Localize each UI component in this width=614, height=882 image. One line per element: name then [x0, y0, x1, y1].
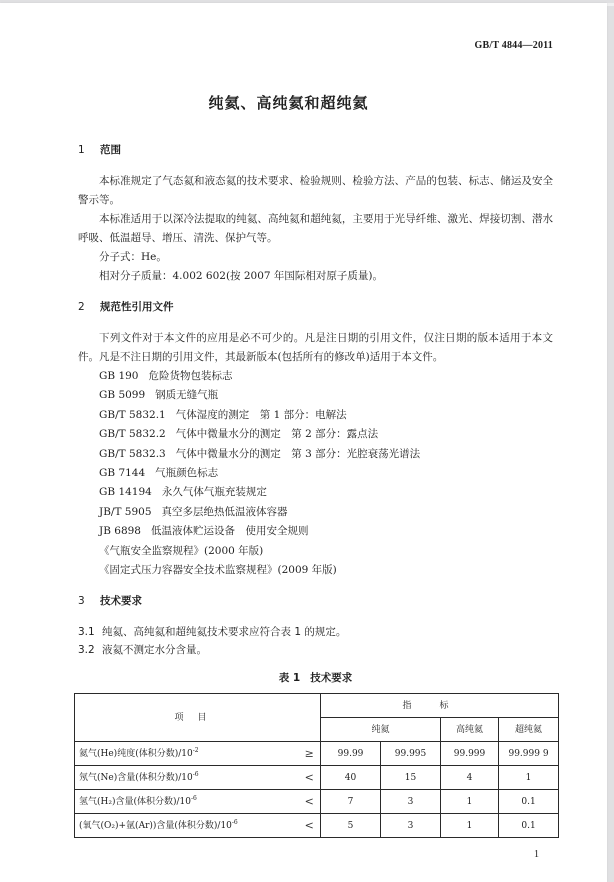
- scope-paragraph-1: 本标准规定了气态氦和液态氦的技术要求、检验规则、检验方法、产品的包装、标志、储运及安全警示等。: [78, 175, 553, 206]
- section-title: 技术要求: [100, 595, 142, 608]
- value-cell: 99.999 9: [499, 742, 559, 766]
- clause-text: 液氦不测定水分含量。: [102, 644, 207, 657]
- exponent: -6: [191, 794, 197, 802]
- reference-title: 《气瓶安全监察规程》(2000 年版): [99, 544, 264, 557]
- clause-3-1: [78, 623, 553, 641]
- reference-code: GB 14194: [99, 486, 152, 499]
- reference-item: [99, 445, 553, 464]
- value-cell: 0.1: [499, 790, 559, 814]
- table-row: [75, 766, 559, 790]
- value-cell: 5: [321, 814, 381, 838]
- value-cell: 1: [441, 814, 499, 838]
- reference-item: [99, 367, 553, 386]
- molecular-formula: 分子式：He。: [99, 251, 167, 263]
- reference-item: [99, 406, 553, 425]
- section-2-heading: [78, 299, 553, 315]
- reference-item: [99, 561, 553, 580]
- section-3-heading: [78, 593, 553, 609]
- reference-title: 气瓶颜色标志: [155, 467, 219, 480]
- reference-title: 低温液体贮运设备 使用安全规则: [151, 525, 309, 538]
- comparison-operator: ≥: [299, 742, 321, 766]
- table-row: [75, 790, 559, 814]
- grade-ultra-pure-helium: 超纯氦: [499, 718, 559, 742]
- clause-3-2: [78, 641, 553, 659]
- reference-title: 永久气体气瓶充装规定: [161, 486, 267, 499]
- reference-item: [99, 425, 553, 444]
- row-item-label: 氖气(Ne)含量(体积分数)/10: [79, 772, 193, 783]
- technical-requirements-table: [74, 693, 559, 838]
- reference-code: GB/T 5832.3: [99, 447, 166, 460]
- reference-item: [99, 503, 553, 522]
- section-title: 规范性引用文件: [100, 301, 174, 313]
- reference-title: 《固定式压力容器安全技术监察规程》(2009 年版): [99, 564, 337, 577]
- section-title: 范围: [100, 144, 121, 156]
- reference-code: GB/T 5832.2: [99, 428, 166, 441]
- standard-number: GB/T 4844—2011: [474, 40, 553, 51]
- value-cell: 1: [441, 790, 499, 814]
- header-item: 项目: [75, 694, 321, 742]
- grade-pure-helium: 纯氦: [321, 718, 441, 742]
- reference-item: [99, 464, 553, 483]
- relative-molecular-mass: 相对分子质量：4.002 602(按 2007 年国际相对原子质量)。: [99, 270, 384, 282]
- reference-code: JB/T 5905: [99, 505, 152, 518]
- reference-title: 危险货物包装标志: [148, 370, 233, 382]
- document-title: 纯氦、高纯氦和超纯氦: [208, 94, 369, 112]
- reference-item: [99, 483, 553, 502]
- row-item-label: (氧气(O₂)+氩(Ar))含量(体积分数)/10: [79, 820, 232, 831]
- exponent: -6: [192, 770, 199, 778]
- table-title: 技术要求: [310, 672, 353, 685]
- reference-item: [99, 542, 553, 561]
- scope-paragraph-2: 本标准适用于以深冷法提取的纯氦、高纯氦和超纯氦，主要用于光导纤维、激光、焊接切割、潜水呼吸、低温超导、增压、清洗、保护气等。: [78, 213, 553, 244]
- exponent: -2: [192, 746, 199, 754]
- reference-title: 气体湿度的测定 第 1 部分：电解法: [175, 408, 347, 421]
- table-row: [75, 742, 559, 766]
- reference-title: 钢质无缝气瓶: [155, 389, 219, 402]
- value-cell: 0.1: [499, 814, 559, 838]
- table-number: 表 1: [278, 672, 301, 685]
- reference-title: 真空多层绝热低温液体容器: [161, 505, 288, 518]
- exponent: -6: [231, 818, 238, 826]
- reference-code: GB/T 5832.1: [99, 408, 166, 421]
- reference-code: GB 190: [99, 370, 139, 382]
- reference-code: JB 6898: [99, 525, 141, 538]
- value-cell: 3: [381, 790, 441, 814]
- comparison-operator: <: [299, 766, 321, 790]
- reference-item: [99, 386, 553, 405]
- page-number: 1: [534, 849, 539, 861]
- reference-title: 气体中微量水分的测定 第 3 部分：光腔衰荡光谱法: [175, 447, 421, 460]
- table-row: [75, 814, 559, 838]
- reference-title: 气体中微量水分的测定 第 2 部分：露点法: [175, 428, 379, 441]
- value-cell: 1: [499, 766, 559, 790]
- reference-code: GB 5099: [99, 389, 146, 402]
- clause-number: 3.1: [78, 626, 95, 639]
- row-item-label: 氦气(He)纯度(体积分数)/10: [79, 748, 193, 759]
- normative-references-list: [78, 367, 553, 580]
- clause-number: 3.2: [78, 644, 95, 657]
- grade-high-purity-helium: 高纯氦: [441, 718, 499, 742]
- comparison-operator: <: [299, 814, 321, 838]
- value-cell: 99.99: [321, 742, 381, 766]
- section-number: 2: [78, 301, 85, 313]
- clause-text: 纯氦、高纯氦和超纯氦技术要求应符合表 1 的规定。: [102, 626, 347, 639]
- document-page: [0, 3, 607, 882]
- header-index: 指标: [321, 694, 559, 718]
- value-cell: 99.995: [381, 742, 441, 766]
- value-cell: 15: [381, 766, 441, 790]
- row-item: [75, 742, 299, 766]
- value-cell: 40: [321, 766, 381, 790]
- references-intro: 下列文件对于本文件的应用是必不可少的。凡是注日期的引用文件，仅注日期的版本适用于本文件。凡是不注日期的引用文件，其最新版本(包括所有的修改单)适用于本文件。: [78, 332, 553, 363]
- section-number: 3: [78, 595, 85, 608]
- section-1-heading: [78, 142, 553, 158]
- value-cell: 7: [321, 790, 381, 814]
- table-caption: [78, 671, 553, 685]
- value-cell: 4: [441, 766, 499, 790]
- value-cell: 99.999: [441, 742, 499, 766]
- section-number: 1: [78, 144, 85, 156]
- row-item: [75, 790, 299, 814]
- table-header-row: [75, 694, 559, 718]
- reference-item: [99, 522, 553, 541]
- reference-code: GB 7144: [99, 467, 146, 480]
- row-item: [75, 814, 299, 838]
- comparison-operator: <: [299, 790, 321, 814]
- row-item-label: 氢气(H₂)含量(体积分数)/10: [79, 796, 191, 807]
- value-cell: 3: [381, 814, 441, 838]
- row-item: [75, 766, 299, 790]
